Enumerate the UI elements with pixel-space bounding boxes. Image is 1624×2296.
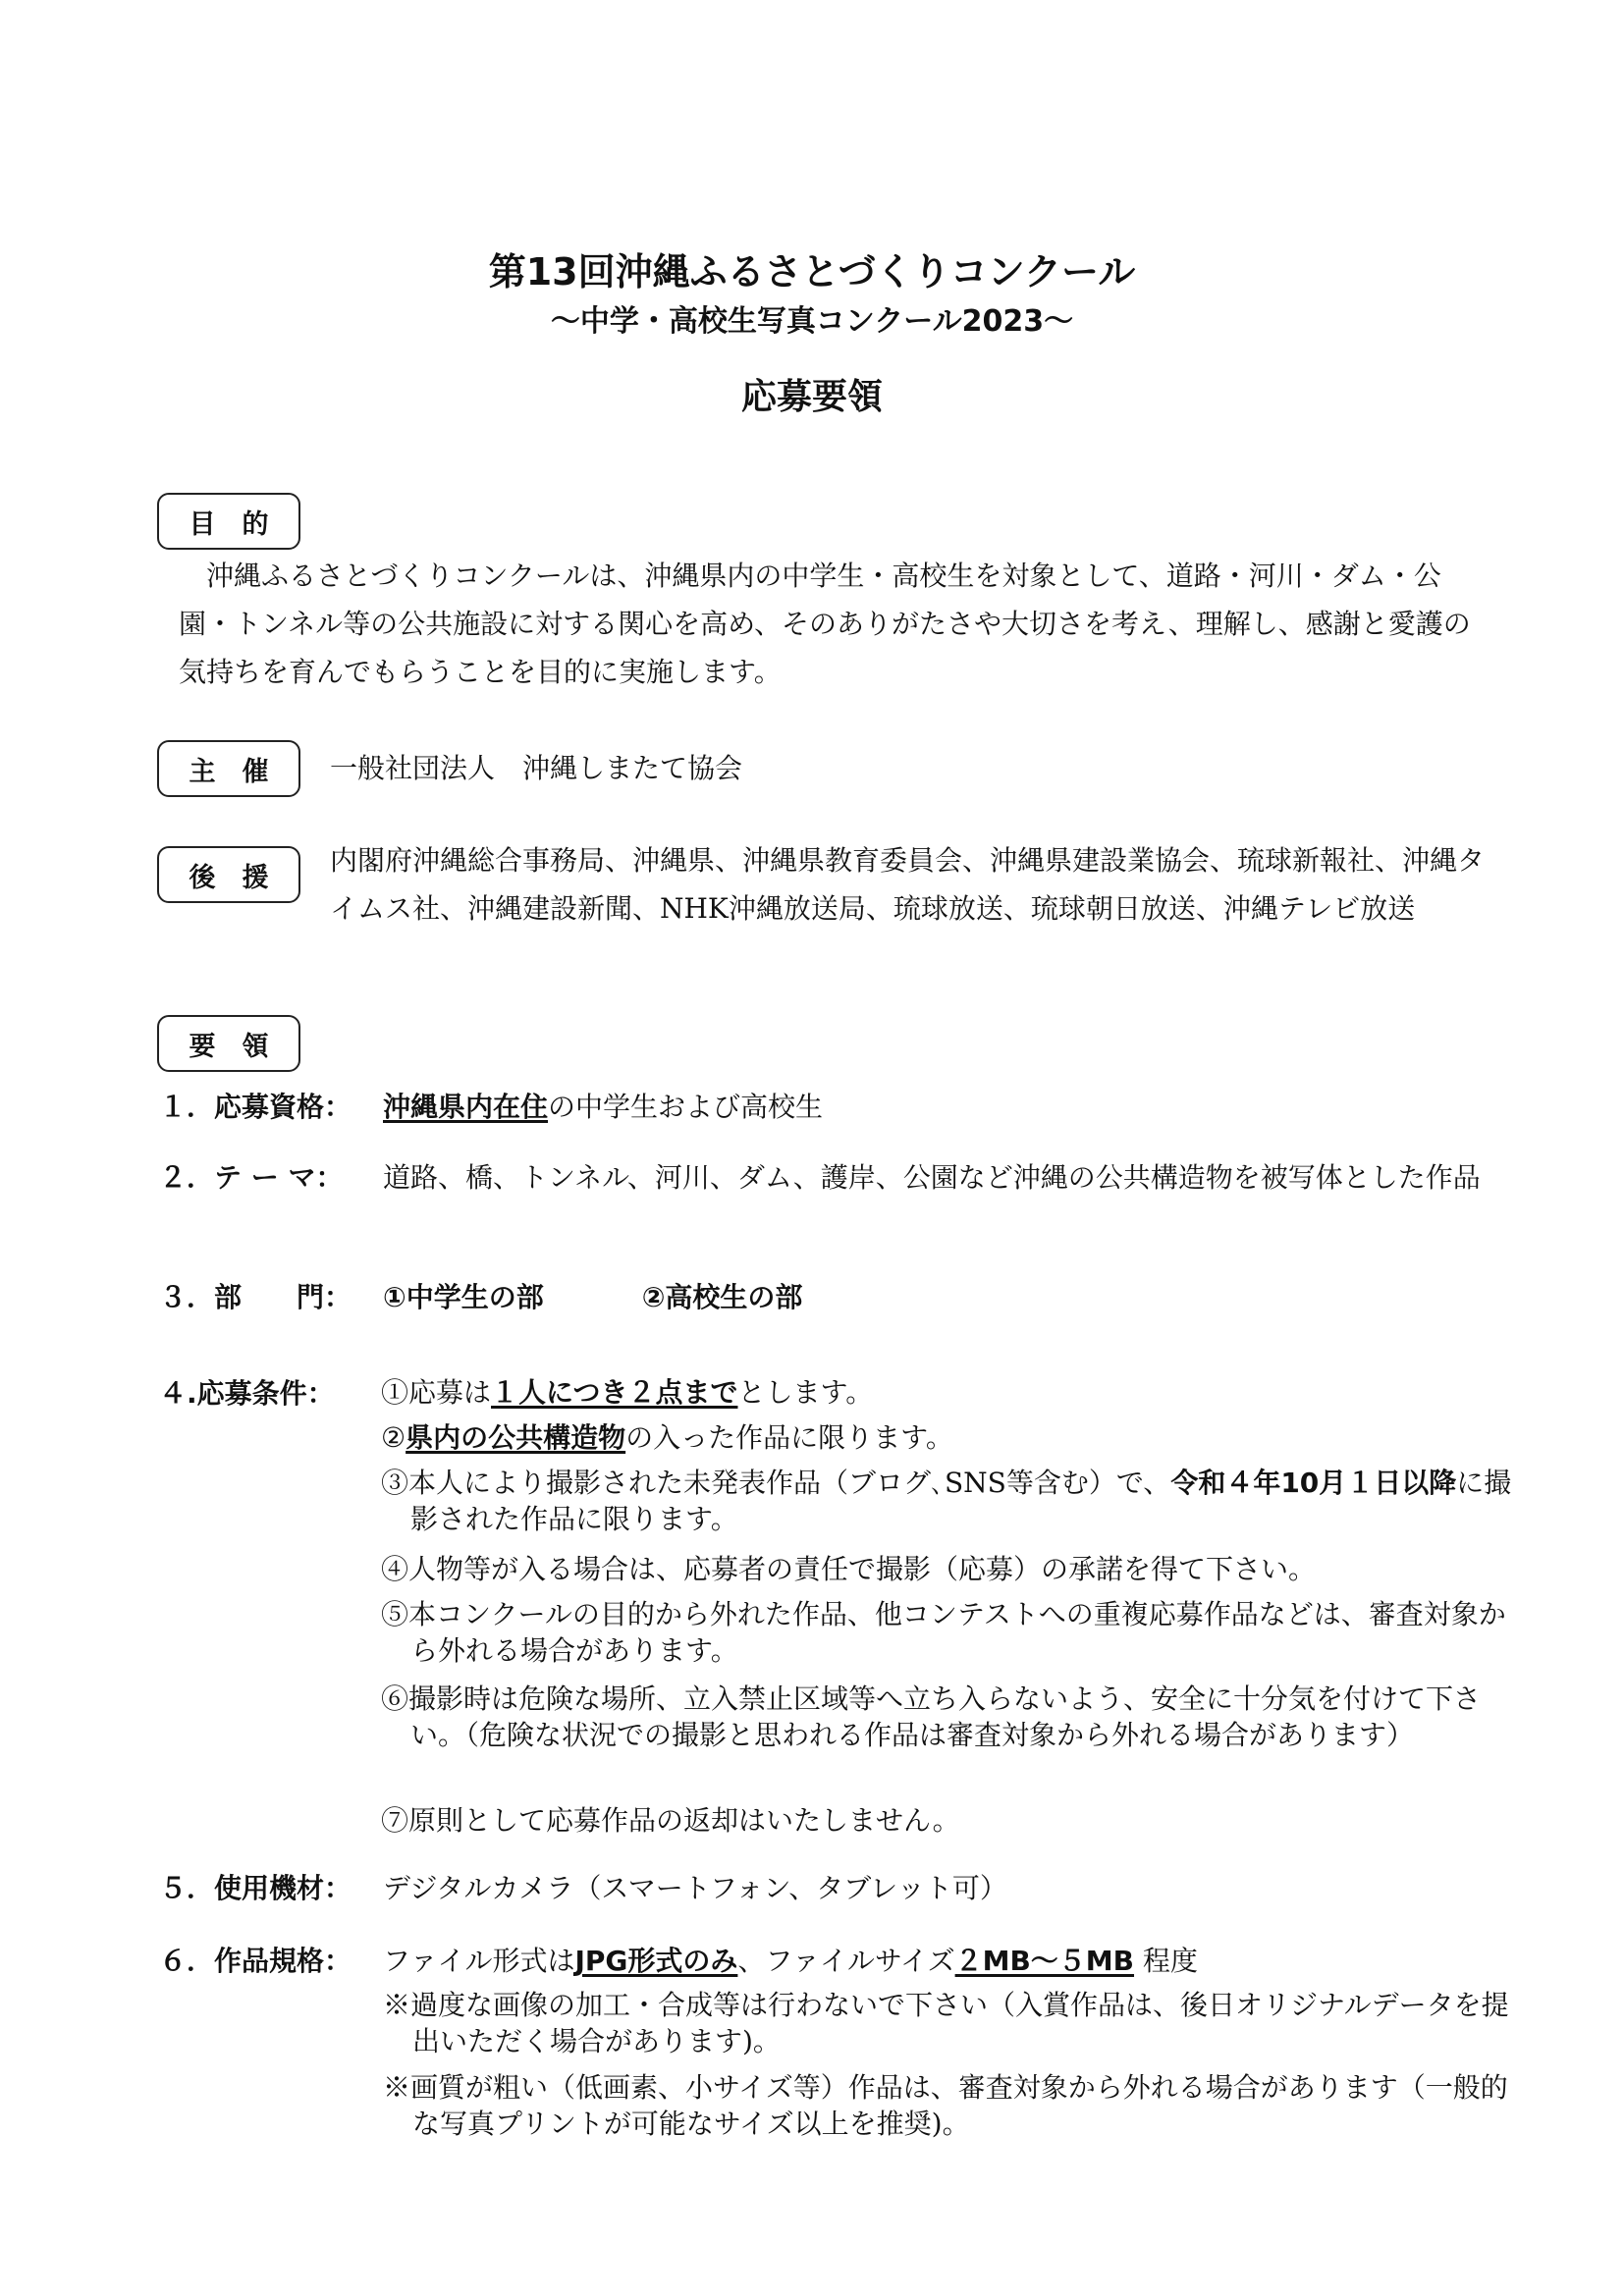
specs-label: ６．作品規格： [159, 1945, 352, 1977]
specs-post: 程度 [1134, 1945, 1198, 1977]
condition-6: ⑥撮影時は危険な場所、立入禁止区域等へ立ち入らないよう、安全に十分気を付けて下さい。（危険な状況での撮影と思われる作品は審査対象から外れる場合があります） [381, 1682, 1482, 1751]
condition-1-emphasis: １人につき２点まで [491, 1376, 738, 1409]
eligibility-label: １．応募資格： [159, 1091, 352, 1123]
condition-3-pre: ③本人により撮影された未発表作品（ブログ､SNS等含む）で、 [381, 1467, 1171, 1499]
specs-pre: ファイル形式は [383, 1945, 575, 1977]
condition-3 [381, 1465, 1520, 1537]
division-high-school: ②高校生の部 [641, 1281, 803, 1313]
condition-4: ④人物等が入る場合は、応募者の責任で撮影（応募）の承諾を得て下さい。 [381, 1553, 1317, 1585]
specs-text [383, 1942, 1502, 1981]
theme-label: ２．テ ー マ： [159, 1161, 344, 1194]
specs-mid: 、ファイルサイズ [737, 1945, 955, 1977]
condition-1-post: とします。 [737, 1376, 874, 1409]
purpose-label: 目 的 [157, 493, 300, 550]
condition-2-pre: ② [381, 1421, 406, 1454]
divisions-text [383, 1278, 1502, 1317]
eligibility-rest: の中学生および高校生 [548, 1091, 824, 1123]
condition-3-emphasis: 令和４年10月１日以降 [1170, 1467, 1457, 1499]
condition-1-pre: ①応募は [381, 1376, 492, 1409]
theme-text: 道路、橋、トンネル、河川、ダム、護岸、公園など沖縄の公共構造物を被写体とした作品 [383, 1161, 1481, 1194]
purpose-text: 沖縄ふるさとづくりコンクールは、沖縄県内の中学生・高校生を対象として、道路・河川・ダム・公園・トンネル等の公共施設に対する関心を高め、そのありがたさや大切さを考え、理解し、感謝と愛護の気持ちを育んでもらうことを目的に実施します。 [179, 560, 1471, 688]
document-heading: 応募要領 [740, 377, 883, 417]
division-junior-high: ①中学生の部 [383, 1281, 544, 1313]
specs-format-emphasis: JPG形式のみ [574, 1945, 738, 1977]
organizer-label: 主 催 [157, 740, 300, 797]
condition-7: ⑦原則として応募作品の返却はいたしません。 [381, 1804, 960, 1837]
eligibility-emphasis: 沖縄県内在住 [383, 1091, 549, 1123]
specs-size-emphasis: ２MB～５MB [954, 1945, 1135, 1977]
document-subtitle: ～中学・高校生写真コンクール2023～ [550, 304, 1074, 339]
condition-3-post: に撮影された作品に限ります。 [410, 1467, 1512, 1535]
condition-5: ⑤本コンクールの目的から外れた作品、他コンテストへの重複応募作品などは、審査対象から外れる場合があります。 [381, 1598, 1506, 1667]
support-text: 内閣府沖縄総合事務局、沖縄県、沖縄県教育委員会、沖縄県建設業協会、琉球新報社、沖縄タイムス社、沖縄建設新聞、NHK沖縄放送局、琉球放送、琉球朝日放送、沖縄テレビ放送 [330, 844, 1486, 925]
equipment-label: ５．使用機材： [159, 1872, 352, 1904]
support-label: 後 援 [157, 846, 300, 903]
specs-note-1: ※過度な画像の加工・合成等は行わないで下さい（入賞作品は、後日オリジナルデータを提出いただく場合があります)。 [383, 1989, 1509, 2057]
conditions-label: ４.応募条件： [159, 1377, 335, 1410]
eligibility-text [383, 1088, 1502, 1127]
equipment-text: デジタルカメラ（スマートフォン、タブレット可） [383, 1872, 1007, 1904]
guidelines-label: 要 領 [157, 1015, 300, 1072]
condition-1 [381, 1374, 1520, 1411]
condition-2-post: の入った作品に限ります。 [625, 1421, 953, 1454]
condition-2 [381, 1419, 1520, 1456]
specs-note-2: ※画質が粗い（低画素、小サイズ等）作品は、審査対象から外れる場合があります（一般的な写真プリントが可能なサイズ以上を推奨)。 [383, 2071, 1508, 2140]
document-title: 第13回沖縄ふるさとづくりコンクール [488, 250, 1136, 294]
divisions-label: ３．部 門： [159, 1281, 352, 1313]
organizer-text: 一般社団法人 沖縄しまたて協会 [330, 752, 743, 784]
condition-2-emphasis: 県内の公共構造物 [406, 1421, 626, 1454]
